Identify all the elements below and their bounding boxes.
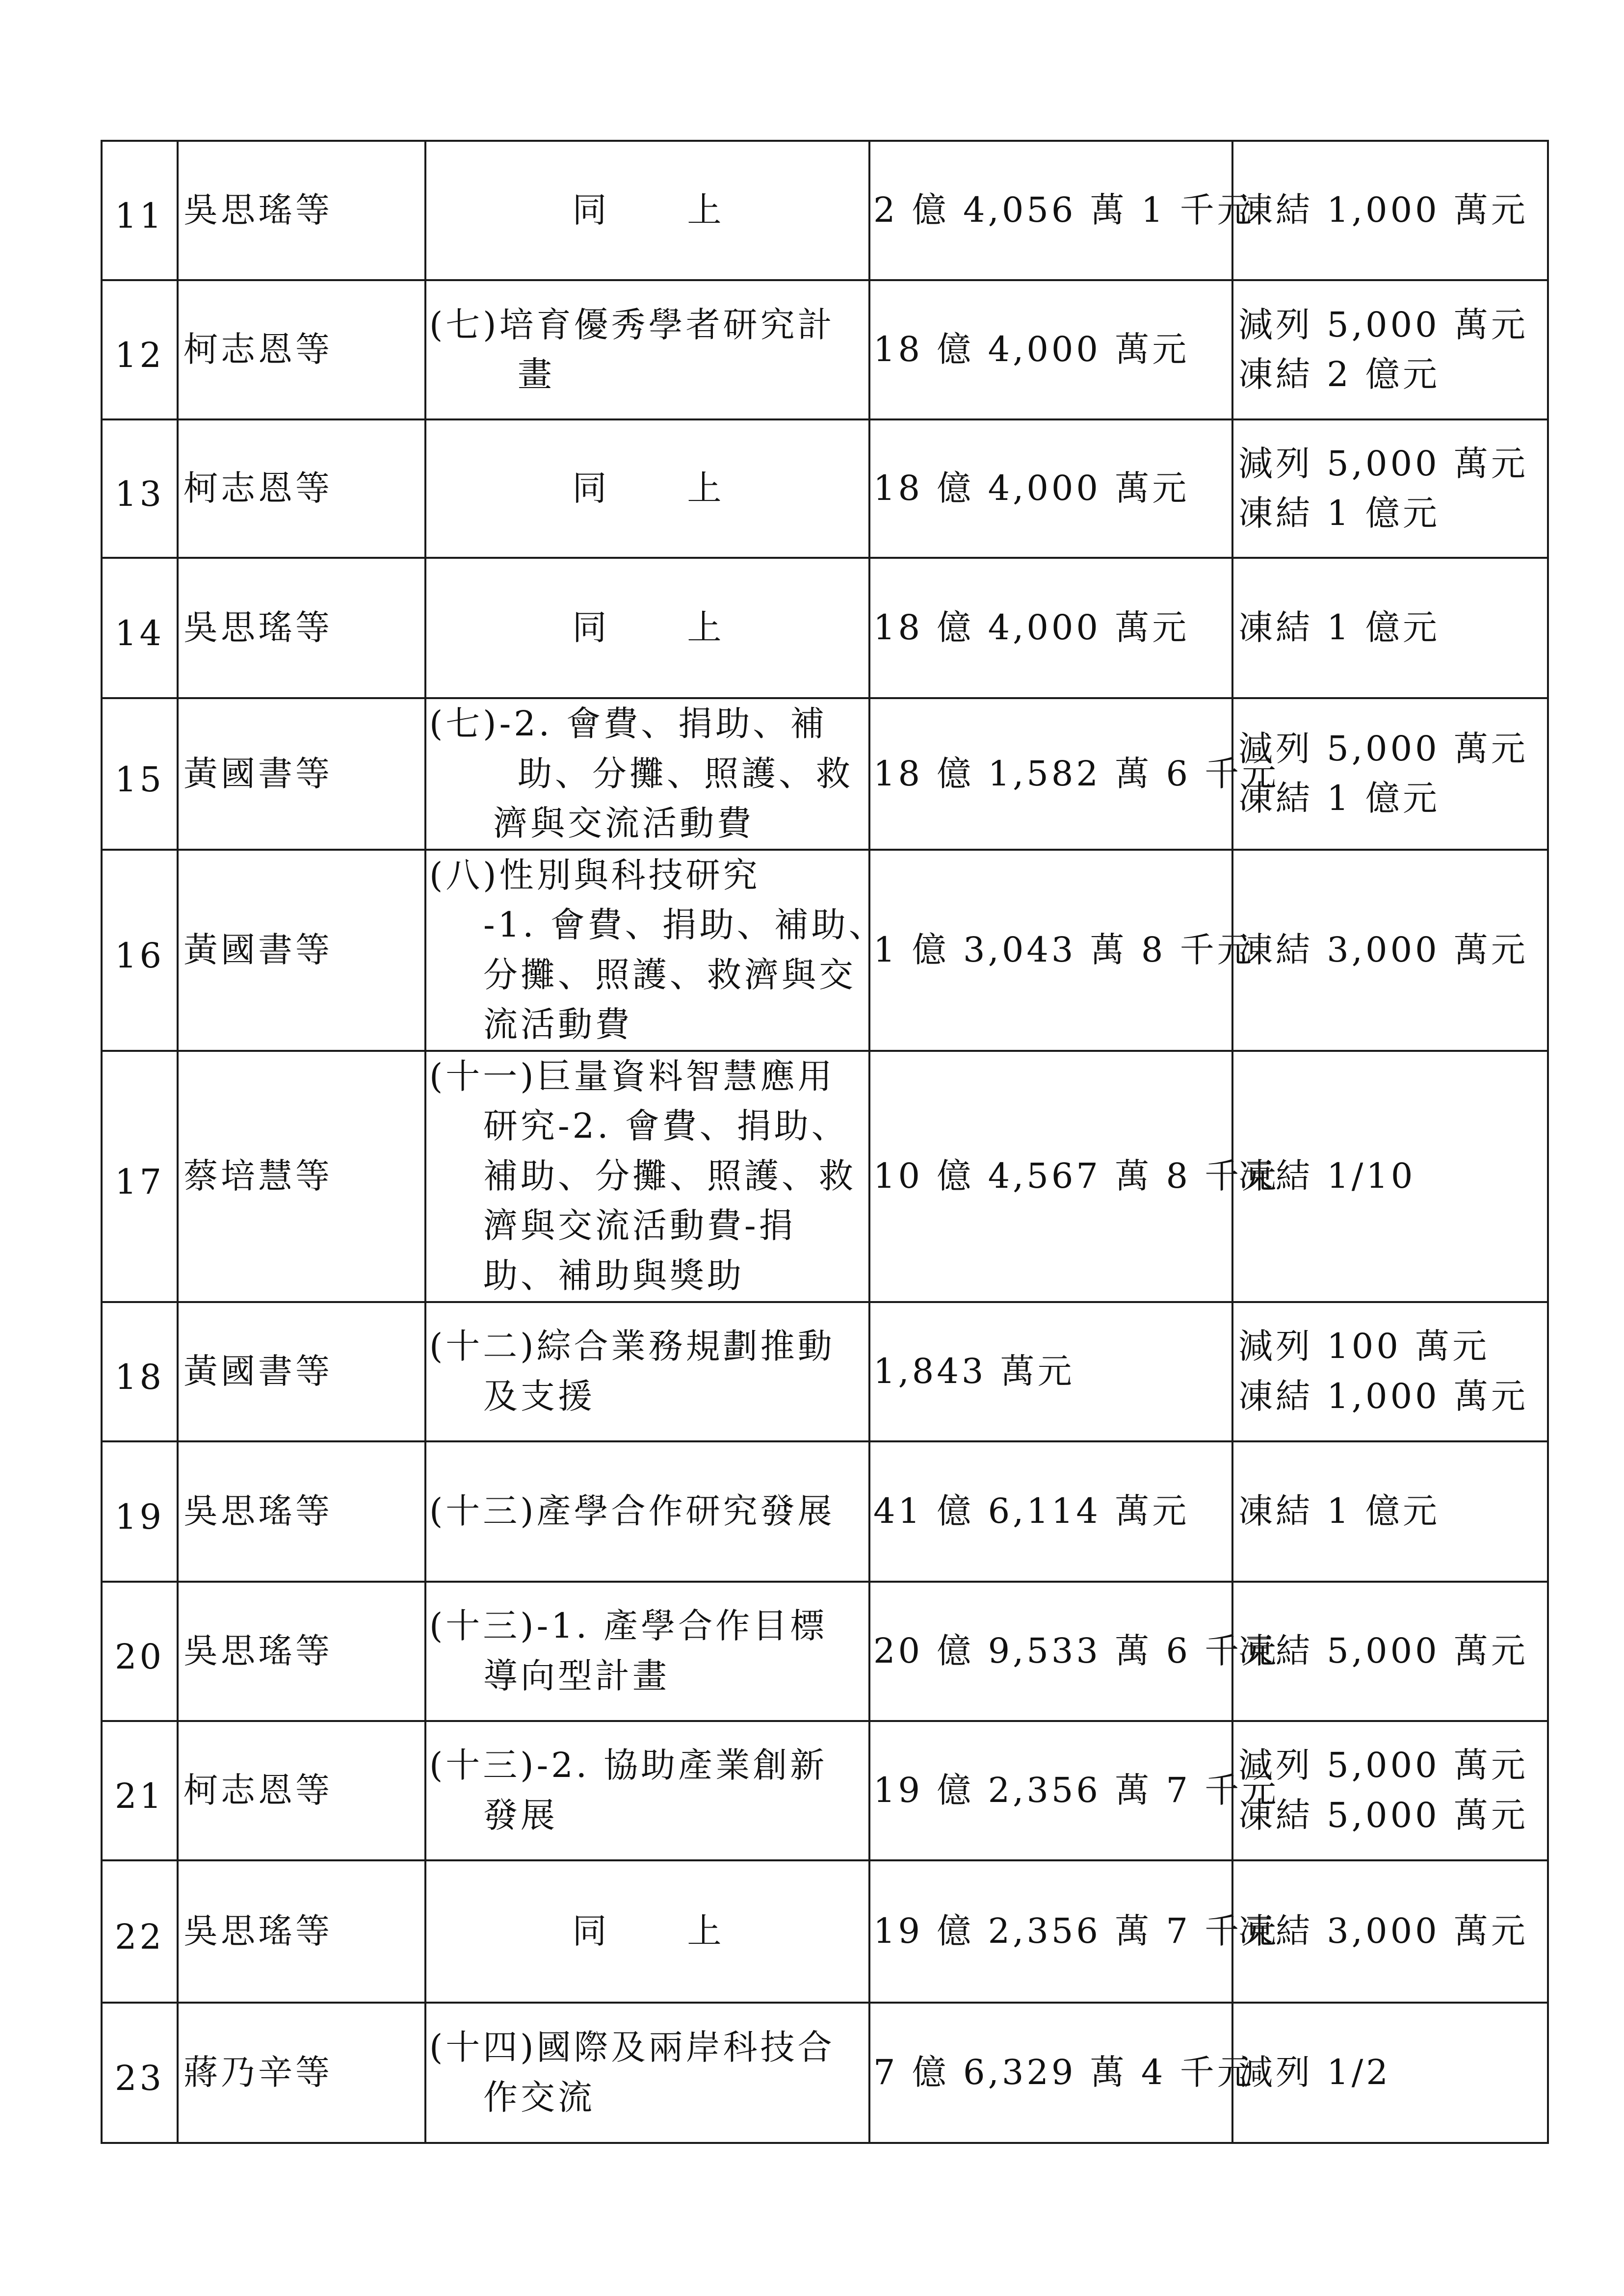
budget-item-line: 助、分攤、照護、救 xyxy=(518,753,853,794)
proposed-action xyxy=(1232,1860,1548,2003)
proposer-name: 黃國書等 xyxy=(178,1302,425,1441)
proposer-name: 吳思瑤等 xyxy=(178,141,425,280)
action-line: 凍結 1 億元 xyxy=(1238,607,1441,648)
budget-item-line: 濟與交流活動費 xyxy=(493,803,754,843)
budget-item-line: (十三)-2. 協助產業創新 xyxy=(429,1745,828,1785)
row-number: 12 xyxy=(102,280,178,419)
budget-item-line: 畫 xyxy=(518,354,555,394)
proposed-action xyxy=(1232,1441,1548,1582)
table-row xyxy=(102,850,1548,1051)
table-row xyxy=(102,1721,1548,1860)
budget-item-line: -1. 會費、捐助、補助、 xyxy=(483,905,886,945)
table-body xyxy=(102,141,1548,2143)
budget-amount: 18 億 4,000 萬元 xyxy=(869,558,1232,698)
table-row xyxy=(102,1302,1548,1441)
budget-item xyxy=(425,1441,869,1582)
budget-amount: 1,843 萬元 xyxy=(869,1302,1232,1441)
row-number: 16 xyxy=(102,850,178,1051)
proposer-name: 柯志恩等 xyxy=(178,419,425,558)
row-number: 17 xyxy=(102,1051,178,1302)
row-number: 23 xyxy=(102,2003,178,2143)
action-line: 凍結 1,000 萬元 xyxy=(1238,1376,1528,1416)
budget-item-line: (十三)產學合作研究發展 xyxy=(429,1490,835,1531)
proposed-action xyxy=(1232,698,1548,850)
row-number: 13 xyxy=(102,419,178,558)
proposed-action xyxy=(1232,1721,1548,1860)
ditto-mark: 同 上 xyxy=(572,468,725,509)
action-line: 凍結 3,000 萬元 xyxy=(1238,929,1528,970)
budget-amount: 2 億 4,056 萬 1 千元 xyxy=(869,141,1232,280)
budget-amount: 1 億 3,043 萬 8 千元 xyxy=(869,850,1232,1051)
action-line: 凍結 1/10 xyxy=(1238,1155,1416,1196)
budget-item-line: 發展 xyxy=(483,1795,558,1835)
proposer-name: 黃國書等 xyxy=(178,698,425,850)
proposer-name: 柯志恩等 xyxy=(178,280,425,419)
table-row xyxy=(102,558,1548,698)
budget-item-line: 補助、分攤、照護、救 xyxy=(483,1155,856,1196)
action-line: 減列 5,000 萬元 xyxy=(1238,728,1528,769)
proposer-name: 蔣乃辛等 xyxy=(178,2003,425,2143)
budget-item-line: (十一)巨量資料智慧應用 xyxy=(429,1056,835,1096)
budget-amount: 19 億 2,356 萬 7 千元 xyxy=(869,1860,1232,2003)
budget-item-line: (八)性別與科技研究 xyxy=(429,855,760,895)
ditto-mark: 同 上 xyxy=(572,1910,725,1951)
budget-amount: 7 億 6,329 萬 4 千元 xyxy=(869,2003,1232,2143)
proposed-action xyxy=(1232,141,1548,280)
budget-amount: 19 億 2,356 萬 7 千元 xyxy=(869,1721,1232,1860)
row-number: 21 xyxy=(102,1721,178,1860)
budget-amount: 41 億 6,114 萬元 xyxy=(869,1441,1232,1582)
proposer-name: 吳思瑤等 xyxy=(178,1441,425,1582)
budget-item-line: (十四)國際及兩岸科技合 xyxy=(429,2027,835,2067)
budget-amount: 18 億 1,582 萬 6 千元 xyxy=(869,698,1232,850)
proposer-name: 吳思瑤等 xyxy=(178,1860,425,2003)
budget-item xyxy=(425,419,869,558)
budget-item-line: 研究-2. 會費、捐助、 xyxy=(483,1106,849,1147)
proposed-action xyxy=(1232,280,1548,419)
budget-item xyxy=(425,280,869,419)
budget-item xyxy=(425,1582,869,1721)
action-line: 減列 5,000 萬元 xyxy=(1238,1745,1528,1785)
action-line: 凍結 3,000 萬元 xyxy=(1238,1910,1528,1951)
budget-item xyxy=(425,1302,869,1441)
proposer-name: 吳思瑤等 xyxy=(178,1582,425,1721)
budget-amount: 18 億 4,000 萬元 xyxy=(869,419,1232,558)
action-line: 凍結 5,000 萬元 xyxy=(1238,1795,1528,1835)
budget-item-line: 及支援 xyxy=(483,1376,595,1416)
proposer-name: 蔡培慧等 xyxy=(178,1051,425,1302)
budget-item-line: 分攤、照護、救濟與交 xyxy=(483,954,856,995)
budget-item xyxy=(425,1860,869,2003)
action-line: 減列 5,000 萬元 xyxy=(1238,443,1528,484)
budget-item xyxy=(425,698,869,850)
budget-item xyxy=(425,141,869,280)
ditto-mark: 同 上 xyxy=(572,607,725,648)
row-number: 14 xyxy=(102,558,178,698)
budget-amount: 20 億 9,533 萬 6 千元 xyxy=(869,1582,1232,1721)
action-line: 減列 1/2 xyxy=(1238,2052,1391,2092)
budget-item xyxy=(425,1721,869,1860)
table-row xyxy=(102,698,1548,850)
proposer-name: 吳思瑤等 xyxy=(178,558,425,698)
budget-item-line: (十二)綜合業務規劃推動 xyxy=(429,1326,835,1366)
table-row xyxy=(102,2003,1548,2143)
budget-item-line: 助、補助與獎助 xyxy=(483,1255,744,1296)
action-line: 凍結 5,000 萬元 xyxy=(1238,1630,1528,1671)
row-number: 11 xyxy=(102,141,178,280)
action-line: 凍結 1 億元 xyxy=(1238,493,1441,533)
action-line: 凍結 1 億元 xyxy=(1238,1490,1441,1531)
budget-resolution-table xyxy=(101,140,1549,2144)
action-line: 凍結 2 億元 xyxy=(1238,354,1441,394)
budget-amount: 10 億 4,567 萬 8 千元 xyxy=(869,1051,1232,1302)
proposed-action xyxy=(1232,1582,1548,1721)
proposed-action xyxy=(1232,1051,1548,1302)
budget-item-line: (七)-2. 會費、捐助、補 xyxy=(429,704,828,744)
row-number: 15 xyxy=(102,698,178,850)
table-row xyxy=(102,419,1548,558)
budget-amount: 18 億 4,000 萬元 xyxy=(869,280,1232,419)
proposed-action xyxy=(1232,1302,1548,1441)
action-line: 凍結 1 億元 xyxy=(1238,778,1441,819)
proposed-action xyxy=(1232,419,1548,558)
proposed-action xyxy=(1232,558,1548,698)
row-number: 22 xyxy=(102,1860,178,2003)
proposer-name: 黃國書等 xyxy=(178,850,425,1051)
table-row xyxy=(102,141,1548,280)
row-number: 18 xyxy=(102,1302,178,1441)
proposed-action xyxy=(1232,850,1548,1051)
ditto-mark: 同 上 xyxy=(572,190,725,231)
budget-item-line: 濟與交流活動費-捐 xyxy=(483,1205,796,1246)
row-number: 20 xyxy=(102,1582,178,1721)
action-line: 凍結 1,000 萬元 xyxy=(1238,190,1528,231)
budget-item xyxy=(425,558,869,698)
proposer-name: 柯志恩等 xyxy=(178,1721,425,1860)
budget-item xyxy=(425,1051,869,1302)
action-line: 減列 100 萬元 xyxy=(1238,1326,1490,1366)
table-row xyxy=(102,1860,1548,2003)
budget-item-line: 導向型計畫 xyxy=(483,1655,670,1696)
table-row xyxy=(102,1582,1548,1721)
table-row xyxy=(102,280,1548,419)
table-row xyxy=(102,1441,1548,1582)
budget-item xyxy=(425,2003,869,2143)
budget-item xyxy=(425,850,886,1051)
budget-item-line: (十三)-1. 產學合作目標 xyxy=(429,1606,828,1646)
budget-item-line: 作交流 xyxy=(483,2077,595,2117)
budget-item-line: (七)培育優秀學者研究計 xyxy=(429,304,835,345)
budget-item-line: 流活動費 xyxy=(483,1004,632,1044)
action-line: 減列 5,000 萬元 xyxy=(1238,304,1528,345)
proposed-action xyxy=(1232,2003,1548,2143)
row-number: 19 xyxy=(102,1441,178,1582)
table-row xyxy=(102,1051,1548,1302)
